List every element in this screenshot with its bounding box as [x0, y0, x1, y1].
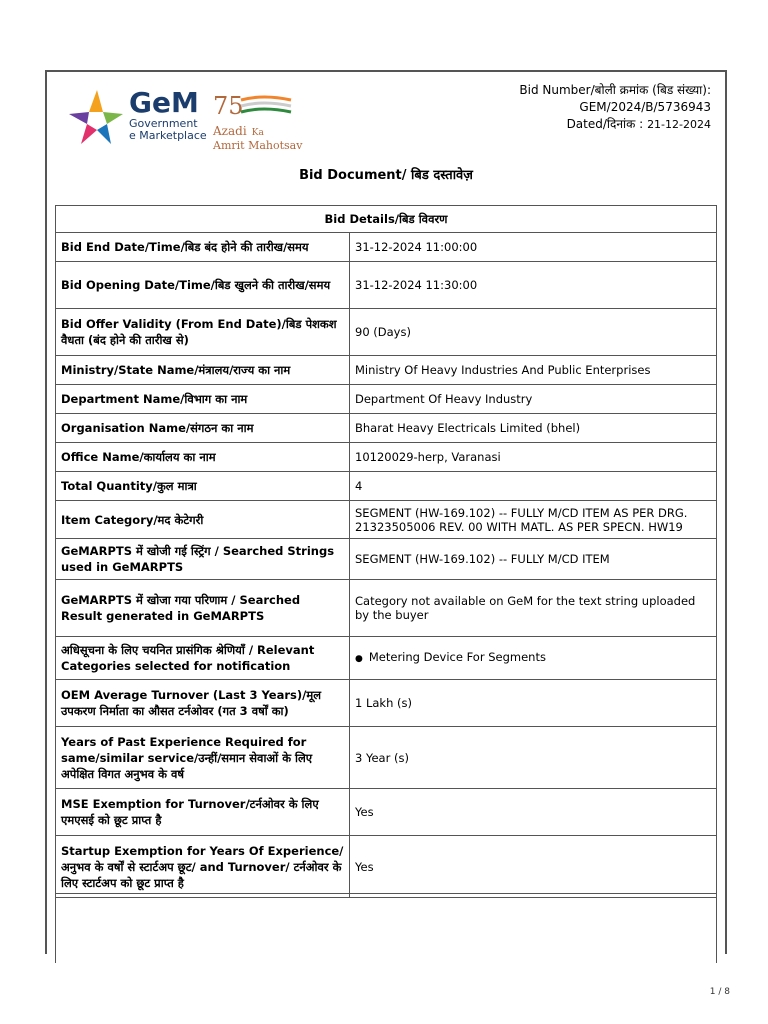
row-value: [350, 637, 717, 680]
table-row: [56, 309, 717, 356]
table-heading: Bid Details/बिड विवरण: [56, 206, 717, 233]
row-value: Category not available on GeM for the text string uploaded by the buyer: [350, 580, 717, 637]
table-row: [56, 637, 717, 680]
table-row: [56, 443, 717, 472]
row-key: Bid Opening Date/Time/बिड खुलने की तारीख/समय: [56, 262, 350, 309]
row-key: Department Name/विभाग का नाम: [56, 385, 350, 414]
table-heading-row: [56, 206, 717, 233]
row-value: Bharat Heavy Electricals Limited (bhel): [350, 414, 717, 443]
header-logos: [67, 84, 387, 154]
row-key: Office Name/कार्यालय का नाम: [56, 443, 350, 472]
table-row: [56, 539, 717, 580]
row-value: Department Of Heavy Industry: [350, 385, 717, 414]
row-key: Years of Past Experience Required for same/similar service/उन्हीं/समान सेवाओं के लिए अपेक्षित विगत अनुभव के वर्ष: [56, 727, 350, 789]
row-value: 90 (Days): [350, 309, 717, 356]
table-row: [56, 580, 717, 637]
gem-title: GeM: [129, 86, 199, 119]
gem-logo-icon: [67, 84, 125, 148]
row-key: Total Quantity/कुल मात्रा: [56, 472, 350, 501]
row-key: MSE Exemption for Turnover/टर्नओवर के लिए एमएसई को छूट प्राप्त है: [56, 789, 350, 836]
row-key: Ministry/State Name/मंत्रालय/राज्य का नाम: [56, 356, 350, 385]
table-row: [56, 385, 717, 414]
azadi-ka-amrit-mahotsav-logo: [213, 92, 313, 152]
svg-text:75: 75: [213, 92, 244, 118]
bullet-icon: ●: [355, 654, 363, 664]
gem-wordmark: [129, 88, 207, 142]
table-row: [56, 501, 717, 539]
azadi-word: Azadi: [213, 124, 247, 138]
bid-details-table: [55, 205, 717, 898]
row-value: SEGMENT (HW-169.102) -- FULLY M/CD ITEM: [350, 539, 717, 580]
table-row: [56, 680, 717, 727]
table-row: [56, 727, 717, 789]
row-value: 3 Year (s): [350, 727, 717, 789]
dated-value: 21-12-2024: [647, 118, 711, 131]
amrit-mahotsav: Amrit Mahotsav: [213, 139, 303, 152]
relevant-category: Metering Device For Segments: [368, 650, 546, 664]
dated-label: Dated/दिनांक :: [566, 117, 644, 131]
bid-number: GEM/2024/B/5736943: [579, 100, 711, 114]
row-key: Item Category/मद केटेगरी: [56, 501, 350, 539]
bid-number-label: Bid Number/बोली क्रमांक (बिड संख्या):: [519, 83, 711, 97]
table-row: [56, 836, 717, 898]
row-key: Bid Offer Validity (From End Date)/बिड पेशकश वैधता (बंद होने की तारीख से): [56, 309, 350, 356]
row-key: Startup Exemption for Years Of Experience/अनुभव के वर्षों से स्टार्टअप छूट/ and Turnover/ टर्नओवर के लिए स्टार्टअप को छूट प्राप्त है: [56, 836, 350, 898]
table-row: [56, 262, 717, 309]
continuation-box: [55, 893, 717, 963]
bid-meta: [519, 82, 711, 133]
row-value: 4: [350, 472, 717, 501]
gem-line-marketplace: e Marketplace: [129, 129, 207, 142]
row-value: 31-12-2024 11:00:00: [350, 233, 717, 262]
azadi-ka: Ka: [251, 128, 264, 138]
table-row: [56, 789, 717, 836]
table-row: [56, 356, 717, 385]
table-row: [56, 233, 717, 262]
table-row: [56, 472, 717, 501]
row-key: अधिसूचना के लिए चयनित प्रासंगिक श्रेणियाँ / Relevant Categories selected for notification: [56, 637, 350, 680]
row-key: Bid End Date/Time/बिड बंद होने की तारीख/समय: [56, 233, 350, 262]
bid-document-page: [45, 70, 727, 954]
row-value: 1 Lakh (s): [350, 680, 717, 727]
row-key: GeMARPTS में खोजा गया परिणाम / Searched Result generated in GeMARPTS: [56, 580, 350, 637]
row-value: Yes: [350, 836, 717, 898]
page-number: 1 / 8: [709, 987, 730, 997]
row-key: OEM Average Turnover (Last 3 Years)/मूल उपकरण निर्माता का औसत टर्नओवर (गत 3 वर्षों का): [56, 680, 350, 727]
table-row: [56, 414, 717, 443]
azadi-flag-icon: [213, 92, 293, 118]
row-value: 31-12-2024 11:30:00: [350, 262, 717, 309]
row-value: Ministry Of Heavy Industries And Public Enterprises: [350, 356, 717, 385]
row-value: SEGMENT (HW-169.102) -- FULLY M/CD ITEM AS PER DRG. 21323505006 REV. 00 WITH MATL. AS PER SPECN. HW19: [350, 501, 717, 539]
row-key: GeMARPTS में खोजी गई स्ट्रिंग / Searched Strings used in GeMARPTS: [56, 539, 350, 580]
row-key: Organisation Name/संगठन का नाम: [56, 414, 350, 443]
gem-line-government: Government: [129, 117, 198, 130]
row-value: Yes: [350, 789, 717, 836]
row-value: 10120029-herp, Varanasi: [350, 443, 717, 472]
document-title: Bid Document/ बिड दस्तावेज़: [299, 168, 473, 183]
